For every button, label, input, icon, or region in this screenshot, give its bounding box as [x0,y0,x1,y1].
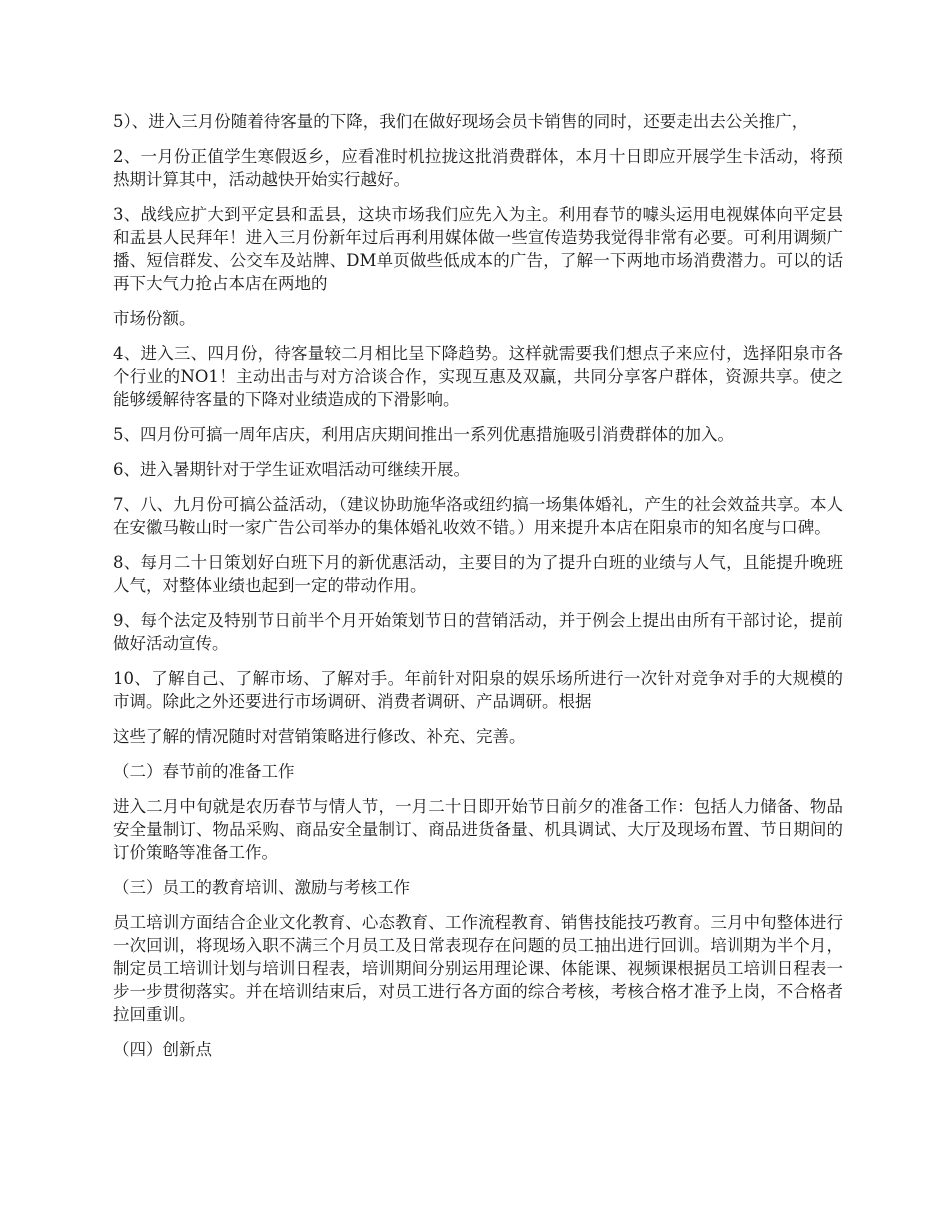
paragraph-item-10-market-research: 10、了解自己、了解市场、了解对手。年前针对阳泉的娱乐场所进行一次针对竞争对手的大规模的市调。除此之外还要进行市场调研、消费者调研、产品调研。根据 [113,669,843,711]
paragraph-item-9-holiday-marketing: 9、每个法定及特别节日前半个月开始策划节日的营销活动，并于例会上提出由所有干部讨论，提前做好活动宣传。 [113,611,843,653]
document-body [113,110,843,1073]
paragraph-item-7-charity: 7、八、九月份可搞公益活动，（建议协助施华洛或纽约搞一场集体婚礼，产生的社会效益共享。本人在安徽马鞍山时一家广告公司举办的集体婚礼收效不错。）用来提升本店在阳泉市的知名度与口碑。 [113,495,843,537]
paragraph-item-3-county-market: 3、战线应扩大到平定县和盂县，这块市场我们应先入为主。利用春节的噱头运用电视媒体向平定县和盂县人民拜年！进入三月份新年过后再利用媒体做一些宣传造势我觉得非常有必要。可利用调频广播、短信群发、公交车及站牌、DM单页做些低成本的广告，了解一下两地市场消费潜力。可以的话再下大气力抢占本店在两地的 [113,205,843,293]
paragraph-spring-festival-prep: 进入二月中旬就是农历春节与情人节，一月二十日即开始节日前夕的准备工作：包括人力储备、物品安全量制订、物品采购、商品安全量制订、商品进货备量、机具调试、大厅及现场布置、节日期间的订价策略等准备工作。 [113,797,843,862]
section-heading-spring-festival: （二）春节前的准备工作 [113,762,295,781]
paragraph-item-5-anniversary: 5、四月份可搞一周年店庆，利用店庆期间推出一系列优惠措施吸引消费群体的加入。 [113,425,734,444]
section-heading-training: （三）员工的教育培训、激励与考核工作 [113,878,410,897]
paragraph-market-share: 市场份额。 [113,309,196,328]
section-heading-innovation: （四）创新点 [113,1040,212,1059]
paragraph-training: 员工培训方面结合企业文化教育、心态教育、工作流程教育、销售技能技巧教育。三月中旬整体进行一次回训，将现场入职不满三个月员工及日常表现存在问题的员工抽出进行回训。培训期为半个月，制定员工培训计划与培训日程表，培训期间分别运用理论课、体能课、视频课根据员工培训日程表一步一步贯彻落实。并在培训结束后，对员工进行各方面的综合考核，考核合格才准予上岗，不合格者拉回重训。 [113,913,843,1024]
paragraph-item-5-march-promotion: 5）、进入三月份随着待客量的下降，我们在做好现场会员卡销售的同时，还要走出去公关推广， [113,112,809,131]
paragraph-item-4-partnership: 4、进入三、四月份，待客量较二月相比呈下降趋势。这样就需要我们想点子来应付，选择阳泉市各个行业的NO1！主动出击与对方洽谈合作，实现互惠及双赢，共同分享客户群体，资源共享。使之能够缓解待客量的下降对业绩造成的下滑影响。 [113,344,843,409]
paragraph-strategy-adjust: 这些了解的情况随时对营销策略进行修改、补充、完善。 [113,727,526,746]
paragraph-item-6-summer-students: 6、进入暑期针对于学生证欢唱活动可继续开展。 [113,460,470,479]
paragraph-item-2-student-card: 2、一月份正值学生寒假返乡，应看准时机拉拢这批消费群体，本月十日即应开展学生卡活动，将预热期计算其中，活动越快开始实行越好。 [113,147,843,189]
paragraph-item-8-day-shift: 8、每月二十日策划好白班下月的新优惠活动，主要目的为了提升白班的业绩与人气，且能提升晚班人气，对整体业绩也起到一定的带动作用。 [113,553,843,595]
